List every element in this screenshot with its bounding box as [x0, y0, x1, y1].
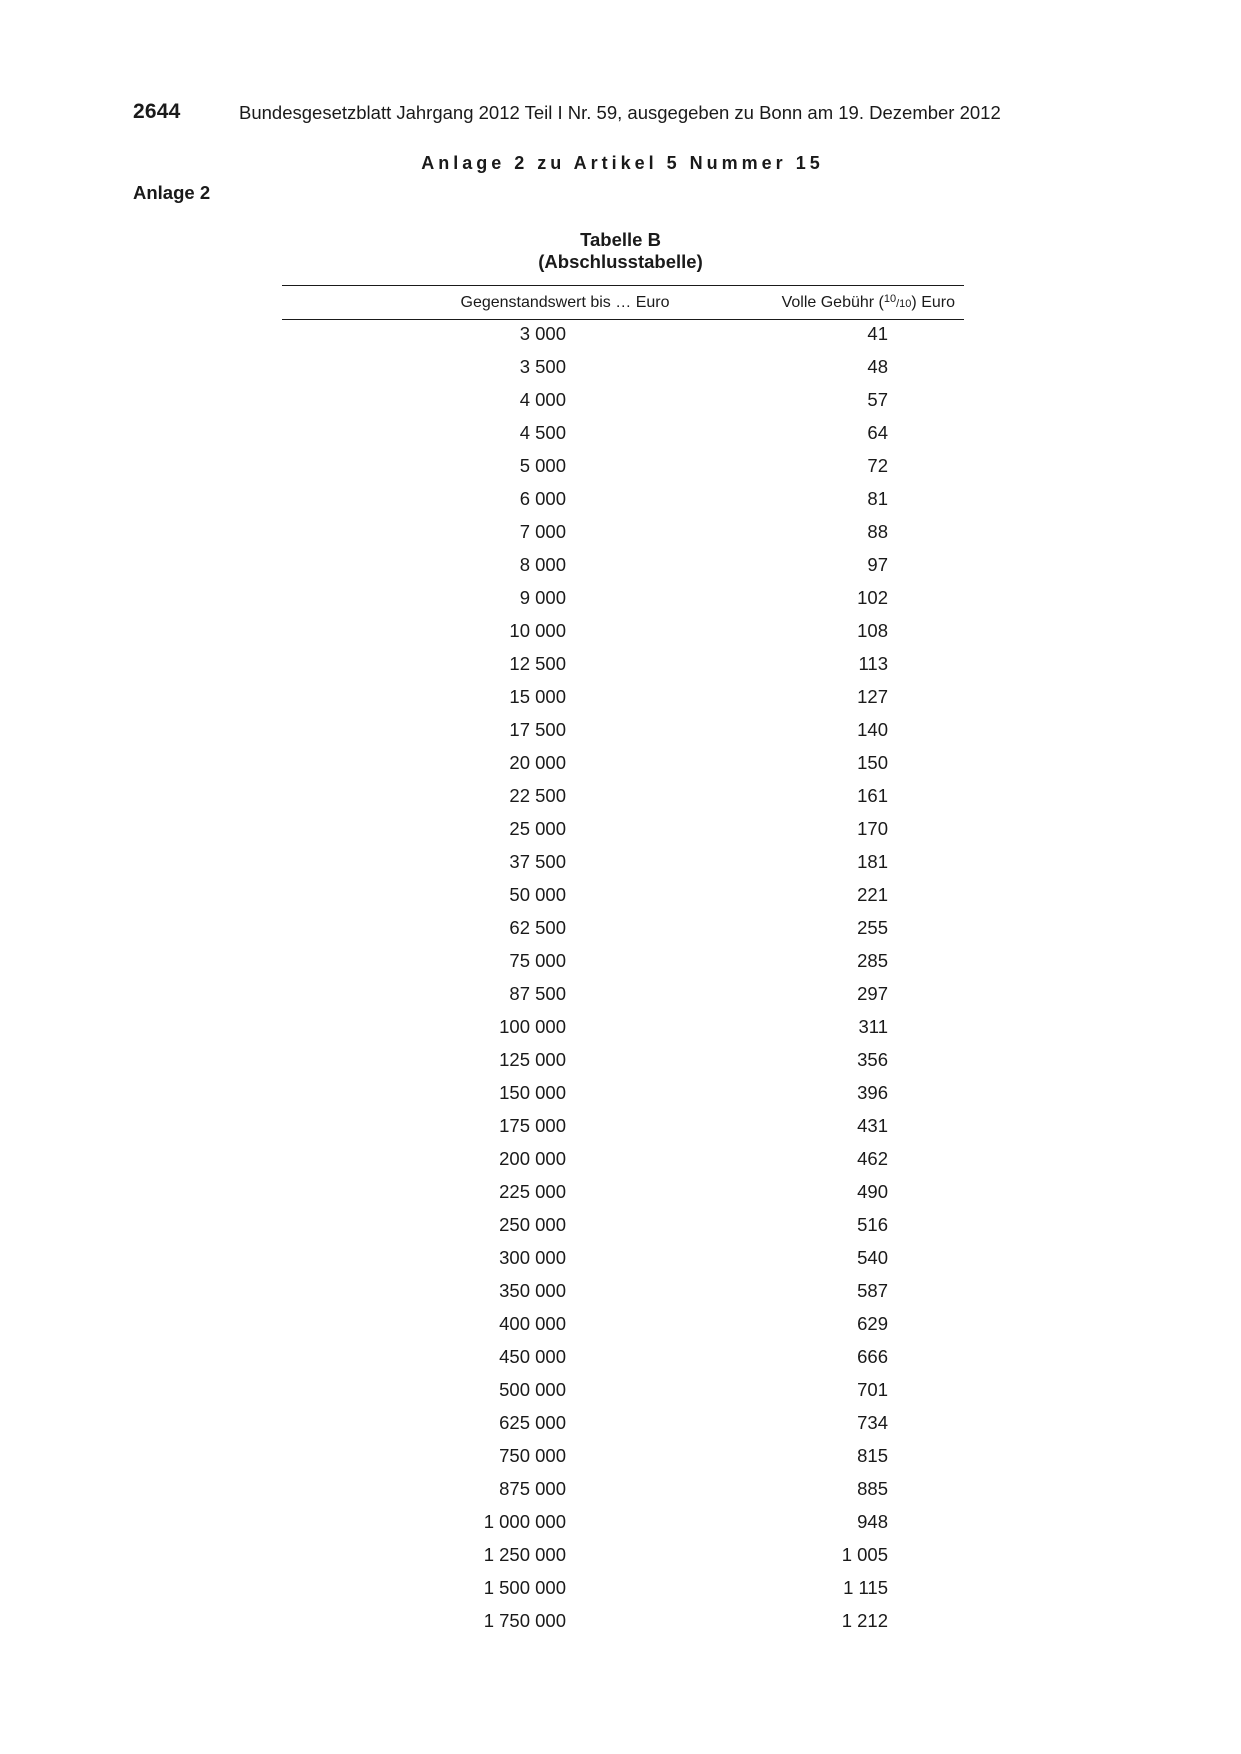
- cell-value: 87 500: [509, 983, 566, 1004]
- cell-fee: 97: [867, 554, 888, 575]
- cell-fee: 462: [857, 1148, 888, 1169]
- table-row: [282, 815, 964, 848]
- cell-fee: 285: [857, 950, 888, 971]
- cell-value: 4 000: [519, 389, 566, 410]
- cell-value: 20 000: [509, 752, 566, 773]
- fraction-denominator: /10: [896, 298, 912, 310]
- cell-value: 450 000: [499, 1346, 566, 1367]
- cell-fee: 629: [857, 1313, 888, 1334]
- table-row: [282, 1079, 964, 1112]
- table-body: [282, 320, 964, 1640]
- cell-fee: 701: [857, 1379, 888, 1400]
- cell-value: 1 750 000: [483, 1610, 566, 1631]
- table-row: [282, 386, 964, 419]
- table-row: [282, 353, 964, 386]
- cell-value: 25 000: [509, 818, 566, 839]
- table-row: [282, 881, 964, 914]
- table-row: [282, 320, 964, 353]
- cell-fee: 255: [857, 917, 888, 938]
- cell-value: 10 000: [509, 620, 566, 641]
- cell-fee: 396: [857, 1082, 888, 1103]
- table-row: [282, 1541, 964, 1574]
- annex-heading: Anlage 2 zu Artikel 5 Nummer 15: [421, 153, 824, 173]
- table-row: [282, 1376, 964, 1409]
- table-row: [282, 419, 964, 452]
- cell-value: 50 000: [509, 884, 566, 905]
- cell-fee: 150: [857, 752, 888, 773]
- column-header-fee-suffix: ) Euro: [911, 294, 955, 311]
- table-row: [282, 1574, 964, 1607]
- cell-fee: 1 005: [841, 1544, 888, 1565]
- table-title: [0, 229, 1241, 273]
- table-row: [282, 848, 964, 881]
- column-header-fee: [782, 293, 955, 312]
- table-row: [282, 1475, 964, 1508]
- cell-fee: 1 212: [841, 1610, 888, 1631]
- cell-value: 150 000: [499, 1082, 566, 1103]
- cell-value: 17 500: [509, 719, 566, 740]
- table-row: [282, 1013, 964, 1046]
- cell-fee: 540: [857, 1247, 888, 1268]
- running-header: Bundesgesetzblatt Jahrgang 2012 Teil I Nr. 59, ausgegeben zu Bonn am 19. Dezember 2012: [239, 102, 1001, 123]
- table-row: [282, 1046, 964, 1079]
- table-row: [282, 1343, 964, 1376]
- cell-fee: 516: [857, 1214, 888, 1235]
- cell-fee: 170: [857, 818, 888, 839]
- cell-fee: 181: [857, 851, 888, 872]
- cell-fee: 297: [857, 983, 888, 1004]
- cell-fee: 587: [857, 1280, 888, 1301]
- table-row: [282, 551, 964, 584]
- column-header-value: Gegenstandswert bis … Euro: [460, 294, 670, 311]
- cell-value: 300 000: [499, 1247, 566, 1268]
- table-header: [282, 285, 964, 320]
- cell-fee: 113: [858, 653, 888, 674]
- cell-value: 8 000: [519, 554, 566, 575]
- table-title-line2: (Abschlusstabelle): [538, 251, 703, 272]
- cell-fee: 1 115: [843, 1577, 888, 1598]
- table-row: [282, 1112, 964, 1145]
- cell-value: 75 000: [509, 950, 566, 971]
- cell-value: 625 000: [499, 1412, 566, 1433]
- table-row: [282, 518, 964, 551]
- cell-fee: 356: [857, 1049, 888, 1070]
- cell-value: 9 000: [519, 587, 566, 608]
- table-row: [282, 617, 964, 650]
- cell-fee: 64: [867, 422, 888, 443]
- cell-value: 1 500 000: [483, 1577, 566, 1598]
- cell-value: 125 000: [499, 1049, 566, 1070]
- cell-fee: 734: [857, 1412, 888, 1433]
- cell-value: 250 000: [499, 1214, 566, 1235]
- cell-fee: 108: [857, 620, 888, 641]
- table-row: [282, 1607, 964, 1640]
- table-title-line1: Tabelle B: [580, 229, 661, 250]
- cell-value: 37 500: [509, 851, 566, 872]
- cell-value: 6 000: [519, 488, 566, 509]
- fee-table: [282, 285, 964, 1640]
- table-row: [282, 1178, 964, 1211]
- cell-fee: 948: [857, 1511, 888, 1532]
- table-row: [282, 1277, 964, 1310]
- table-row: [282, 980, 964, 1013]
- cell-fee: 221: [857, 884, 888, 905]
- annex-label: Anlage 2: [133, 182, 211, 203]
- table-row: [282, 1310, 964, 1343]
- table-row: [282, 1211, 964, 1244]
- cell-value: 875 000: [499, 1478, 566, 1499]
- cell-value: 12 500: [509, 653, 566, 674]
- table-row: [282, 584, 964, 617]
- column-header-fee-prefix: Volle Gebühr (: [781, 294, 884, 311]
- cell-value: 200 000: [499, 1148, 566, 1169]
- cell-value: 225 000: [499, 1181, 566, 1202]
- cell-fee: 88: [867, 521, 888, 542]
- cell-fee: 48: [867, 356, 888, 377]
- cell-value: 22 500: [509, 785, 566, 806]
- cell-fee: 127: [857, 686, 888, 707]
- table-row: [282, 1145, 964, 1178]
- table-row: [282, 1244, 964, 1277]
- page-number: 2644: [133, 100, 181, 123]
- cell-value: 175 000: [499, 1115, 566, 1136]
- cell-value: 3 500: [519, 356, 566, 377]
- cell-fee: 161: [857, 785, 888, 806]
- cell-fee: 140: [857, 719, 888, 740]
- cell-value: 15 000: [509, 686, 566, 707]
- table-row: [282, 1508, 964, 1541]
- cell-fee: 72: [867, 455, 888, 476]
- cell-fee: 311: [858, 1016, 888, 1037]
- cell-fee: 431: [857, 1115, 888, 1136]
- cell-value: 500 000: [499, 1379, 566, 1400]
- cell-value: 1 000 000: [483, 1511, 566, 1532]
- cell-fee: 57: [867, 389, 888, 410]
- cell-value: 3 000: [519, 323, 566, 344]
- cell-value: 1 250 000: [483, 1544, 566, 1565]
- cell-value: 62 500: [509, 917, 566, 938]
- table-row: [282, 914, 964, 947]
- cell-fee: 815: [857, 1445, 888, 1466]
- cell-value: 7 000: [519, 521, 566, 542]
- table-row: [282, 716, 964, 749]
- table-row: [282, 683, 964, 716]
- table-row: [282, 749, 964, 782]
- table-row: [282, 650, 964, 683]
- fraction-numerator: 10: [883, 293, 897, 305]
- table-row: [282, 782, 964, 815]
- cell-fee: 81: [867, 488, 888, 509]
- cell-value: 350 000: [499, 1280, 566, 1301]
- table-row: [282, 1442, 964, 1475]
- cell-value: 750 000: [499, 1445, 566, 1466]
- table-row: [282, 1409, 964, 1442]
- table-row: [282, 947, 964, 980]
- cell-fee: 666: [857, 1346, 888, 1367]
- cell-fee: 490: [857, 1181, 888, 1202]
- cell-fee: 41: [867, 323, 888, 344]
- cell-value: 100 000: [499, 1016, 566, 1037]
- cell-value: 5 000: [519, 455, 566, 476]
- cell-value: 400 000: [499, 1313, 566, 1334]
- table-row: [282, 452, 964, 485]
- cell-value: 4 500: [519, 422, 566, 443]
- table-row: [282, 485, 964, 518]
- cell-fee: 102: [857, 587, 888, 608]
- cell-fee: 885: [857, 1478, 888, 1499]
